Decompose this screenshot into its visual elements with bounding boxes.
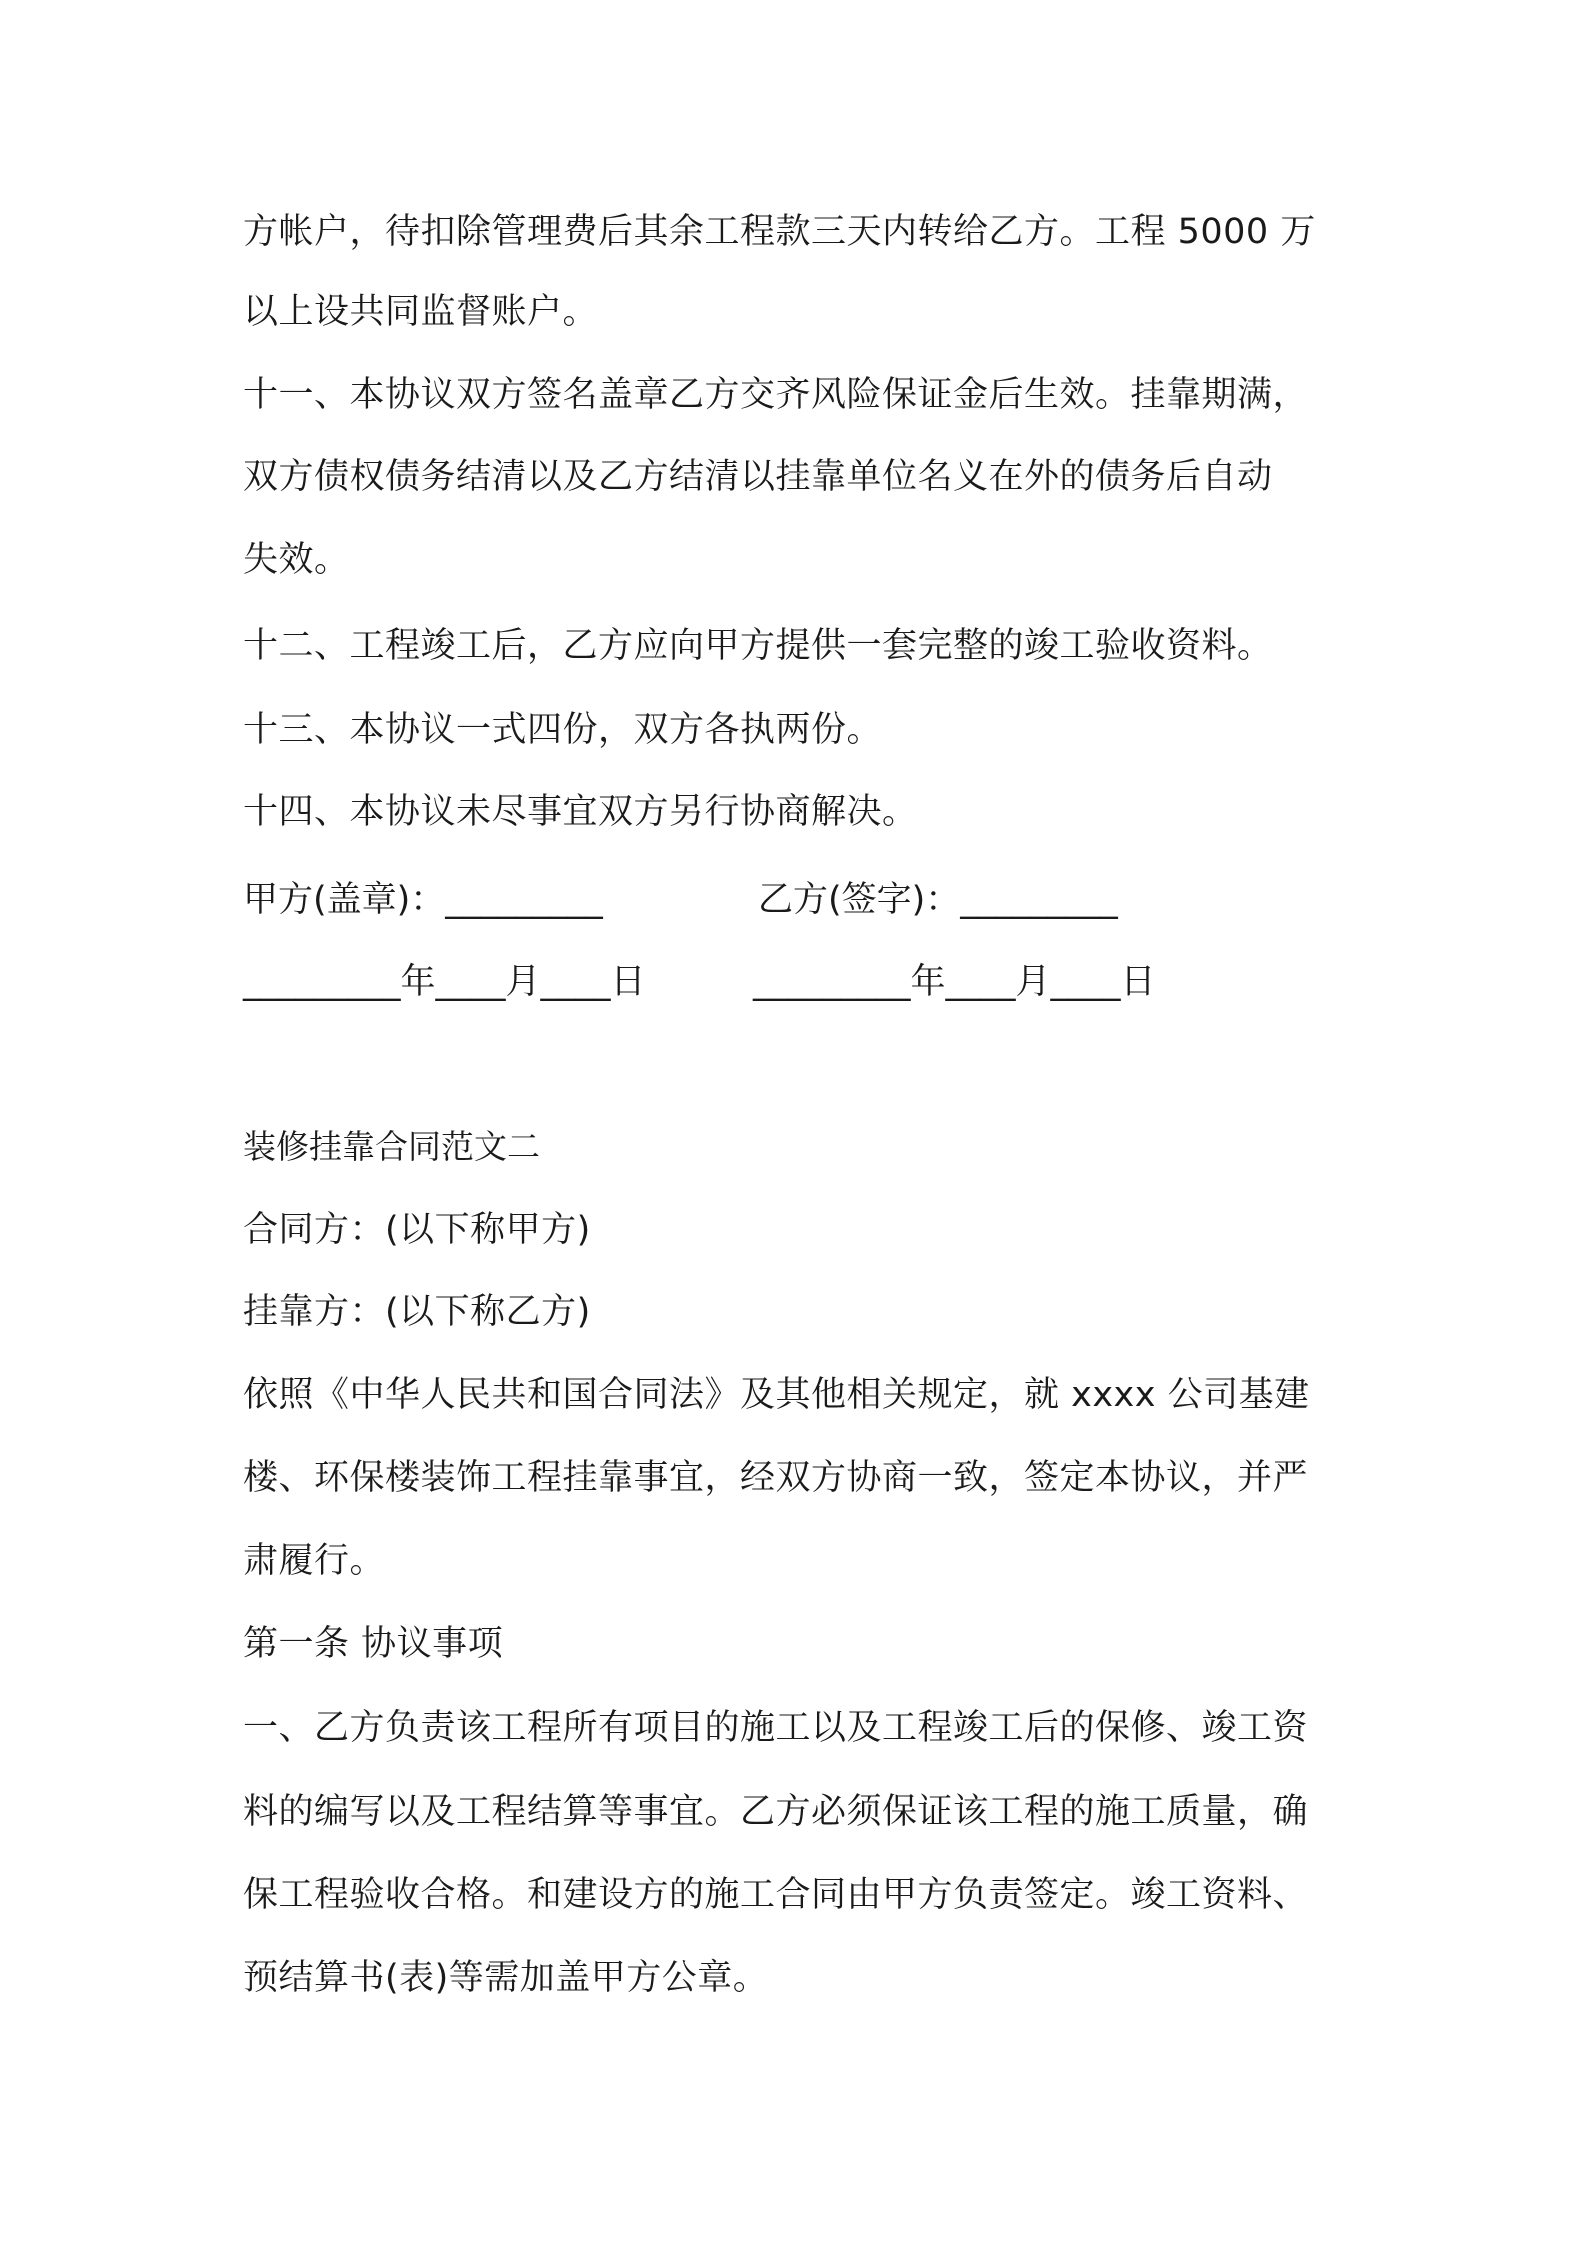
text-line: 双方债权债务结清以及乙方结清以挂靠单位名义在外的债务后自动 bbox=[243, 457, 1273, 497]
text-line: 十四、本协议未尽事宜双方另行协商解决。 bbox=[243, 792, 918, 832]
text-line: 十一、本协议双方签名盖章乙方交齐风险保证金后生效。挂靠期满， bbox=[243, 375, 1309, 415]
party-a-date: _________年____月____日 bbox=[243, 962, 646, 1002]
party-b-signature: 乙方(签字)：_________ bbox=[758, 880, 1118, 920]
text-line: 十三、本协议一式四份，双方各执两份。 bbox=[243, 710, 883, 750]
signature-row bbox=[243, 878, 1118, 922]
text-line: 以上设共同监督账户。 bbox=[243, 292, 599, 332]
party-a-signature: 甲方(盖章)：_________ bbox=[243, 880, 603, 920]
text-line: 合同方：(以下称甲方) bbox=[243, 1210, 591, 1250]
date-row bbox=[243, 960, 1156, 1004]
section-title: 装修挂靠合同范文二 bbox=[243, 1127, 540, 1166]
text-line: 挂靠方：(以下称乙方) bbox=[243, 1292, 591, 1332]
text-line: 失效。 bbox=[243, 540, 350, 580]
text-line: 肃履行。 bbox=[243, 1541, 386, 1581]
text-line: 依照《中华人民共和国合同法》及其他相关规定，就 xxxx 公司基建 bbox=[243, 1375, 1310, 1415]
text-line: 一、乙方负责该工程所有项目的施工以及工程竣工后的保修、竣工资 bbox=[243, 1708, 1309, 1748]
text-line: 十二、工程竣工后，乙方应向甲方提供一套完整的竣工验收资料。 bbox=[243, 626, 1273, 666]
article-heading: 第一条 协议事项 bbox=[243, 1624, 504, 1664]
text-line: 方帐户，待扣除管理费后其余工程款三天内转给乙方。工程 5000 万 bbox=[243, 212, 1316, 252]
party-b-date: _________年____月____日 bbox=[753, 962, 1156, 1002]
text-line: 料的编写以及工程结算等事宜。乙方必须保证该工程的施工质量，确 bbox=[243, 1792, 1309, 1832]
text-line: 预结算书(表)等需加盖甲方公章。 bbox=[243, 1958, 769, 1998]
text-line: 保工程验收合格。和建设方的施工合同由甲方负责签定。竣工资料、 bbox=[243, 1875, 1309, 1915]
text-line: 楼、环保楼装饰工程挂靠事宜，经双方协商一致，签定本协议，并严 bbox=[243, 1458, 1309, 1498]
